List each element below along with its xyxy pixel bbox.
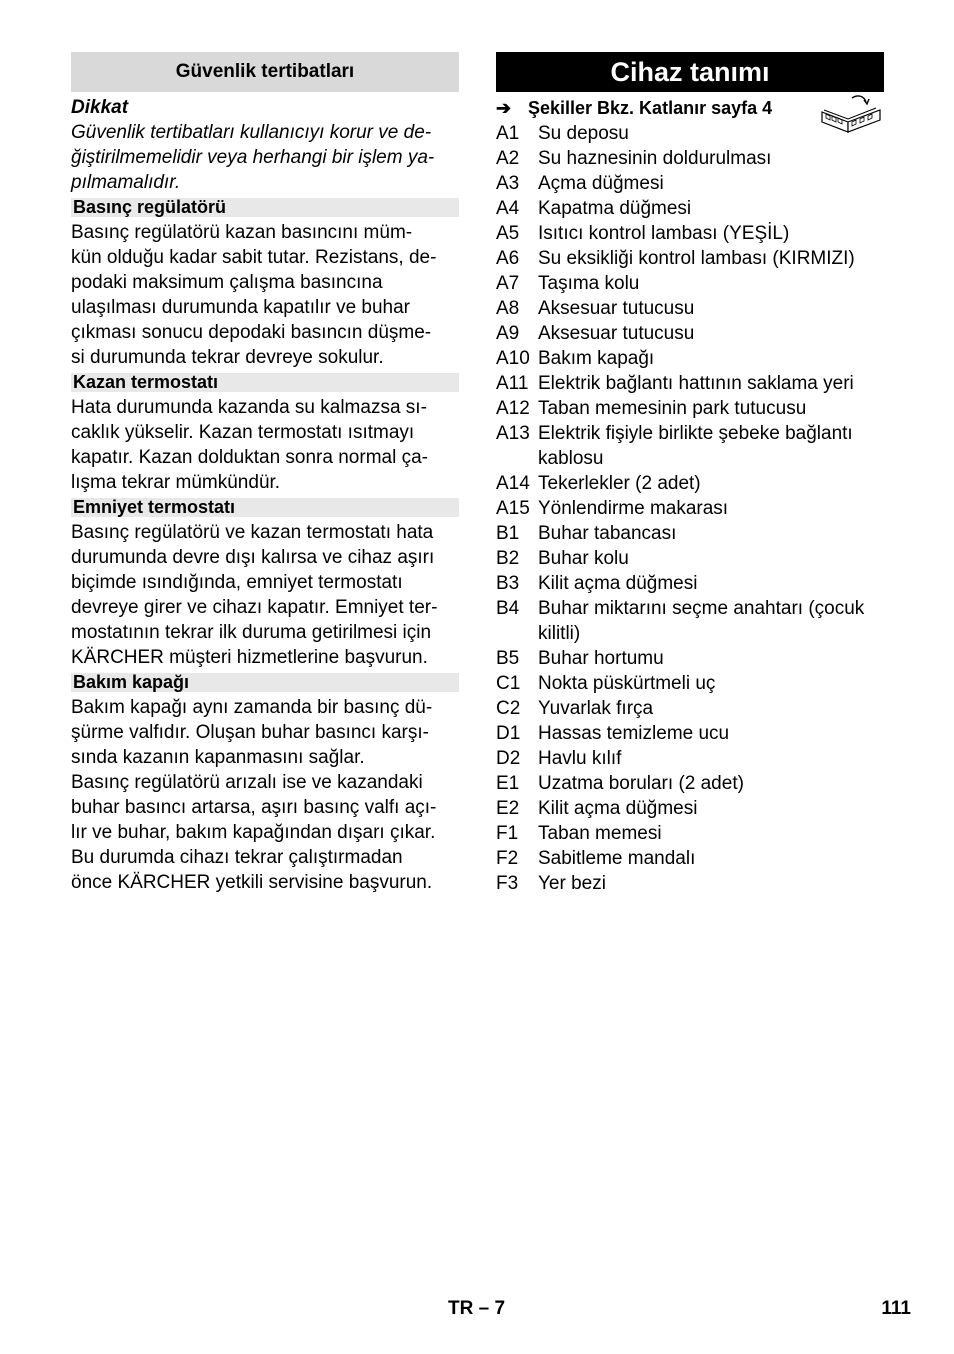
part-code: A15 <box>496 498 530 519</box>
part-description <box>538 721 884 746</box>
caution-text <box>71 120 459 195</box>
caution-line: pılmamalıdır. <box>71 172 181 193</box>
part-code: A2 <box>496 148 520 169</box>
body-line: si durumunda tekrar devreye sokulur. <box>71 347 384 368</box>
part-description <box>538 146 884 171</box>
part-item <box>496 271 884 296</box>
part-code: B4 <box>496 598 520 619</box>
part-item <box>496 171 884 196</box>
section-title: Kazan termostatı <box>71 373 459 392</box>
part-description-line: Kilit açma düğmesi <box>538 573 698 594</box>
part-description-line: Açma düğmesi <box>538 173 664 194</box>
part-description <box>538 871 884 896</box>
body-line: ulaşılması durumunda kapatılır ve buhar <box>71 297 411 318</box>
part-description-line: Aksesuar tutucusu <box>538 298 695 319</box>
part-description <box>538 596 884 646</box>
part-item <box>496 296 884 321</box>
part-description <box>538 496 884 521</box>
body-line: Basınç regülatörü kazan basıncını müm- <box>71 222 413 243</box>
part-description <box>538 646 884 671</box>
part-description <box>538 521 884 546</box>
part-item <box>496 771 884 796</box>
part-description <box>538 196 884 221</box>
part-item <box>496 721 884 746</box>
part-code: A13 <box>496 423 530 444</box>
figure-reference-text: Şekiller Bkz. Katlanır sayfa 4 <box>528 98 773 118</box>
part-description-line: kilitli) <box>538 623 581 644</box>
part-code: A7 <box>496 273 520 294</box>
part-description-line: Su haznesinin doldurulması <box>538 148 772 169</box>
part-code: A10 <box>496 348 530 369</box>
part-description-line: Yer bezi <box>538 873 606 894</box>
parts-list <box>496 121 884 896</box>
part-description-line: Buhar kolu <box>538 548 629 569</box>
part-code: F2 <box>496 848 519 869</box>
part-description <box>538 846 884 871</box>
part-description-line: Kilit açma düğmesi <box>538 798 698 819</box>
device-description-heading: Cihaz tanımı <box>496 52 884 92</box>
body-line: lır ve buhar, bakım kapağından dışarı çıkar. <box>71 822 436 843</box>
part-code: A1 <box>496 123 520 144</box>
part-description-line: Isıtıcı kontrol lambası (YEŞİL) <box>538 223 790 244</box>
part-description <box>538 546 884 571</box>
part-code: C1 <box>496 673 521 694</box>
section-body <box>71 520 459 670</box>
part-description-line: Aksesuar tutucusu <box>538 323 695 344</box>
part-description-line: Taban memesinin park tutucusu <box>538 398 807 419</box>
foldout-book-icon <box>818 92 884 134</box>
part-description-line: Taşıma kolu <box>538 273 640 294</box>
part-code: A9 <box>496 323 520 344</box>
part-code: A14 <box>496 473 530 494</box>
part-code: A4 <box>496 198 520 219</box>
part-description-line: Kapatma düğmesi <box>538 198 692 219</box>
body-line: kapatır. Kazan dolduktan sonra normal ça- <box>71 447 428 468</box>
figure-reference <box>496 96 884 121</box>
part-code: A6 <box>496 248 520 269</box>
body-line: çıkması sonucu depodaki basıncın düşme- <box>71 322 432 343</box>
part-description-line: Yönlendirme makarası <box>538 498 729 519</box>
body-line: lışma tekrar mümkündür. <box>71 472 281 493</box>
part-description <box>538 296 884 321</box>
part-item <box>496 321 884 346</box>
part-code: F3 <box>496 873 519 894</box>
part-item <box>496 696 884 721</box>
part-description-line: Tekerlekler (2 adet) <box>538 473 701 494</box>
part-code: B2 <box>496 548 520 569</box>
part-description <box>538 471 884 496</box>
part-item <box>496 396 884 421</box>
caution-title: Dikkat <box>71 97 129 118</box>
part-code: B3 <box>496 573 520 594</box>
body-line: podaki maksimum çalışma basıncına <box>71 272 383 293</box>
body-line: devreye girer ve cihazı kapatır. Emniyet ter- <box>71 597 438 618</box>
part-item <box>496 671 884 696</box>
part-description-line: Buhar hortumu <box>538 648 664 669</box>
body-line: biçimde ısındığında, emniyet termostatı <box>71 572 403 593</box>
part-description <box>538 396 884 421</box>
body-line: caklık yükselir. Kazan termostatı ısıtmayı <box>71 422 415 443</box>
part-item <box>496 646 884 671</box>
part-code: B5 <box>496 648 520 669</box>
arrow-right-icon: ➔ <box>496 98 512 118</box>
section-body <box>71 695 459 895</box>
part-description-line: Buhar tabancası <box>538 523 677 544</box>
section-title: Basınç regülatörü <box>71 198 459 217</box>
body-line: Basınç regülatörü arızalı ise ve kazandaki <box>71 772 423 793</box>
part-description-line: Su deposu <box>538 123 629 144</box>
part-description-line: Yuvarlak fırça <box>538 698 654 719</box>
body-line: Hata durumunda kazanda su kalmazsa sı- <box>71 397 427 418</box>
part-code: B1 <box>496 523 520 544</box>
part-item <box>496 746 884 771</box>
part-description-line: Sabitleme mandalı <box>538 848 696 869</box>
part-code: E2 <box>496 798 520 819</box>
part-description-line: kablosu <box>538 448 604 469</box>
part-code: D1 <box>496 723 521 744</box>
safety-sections <box>71 198 459 895</box>
section-title: Emniyet termostatı <box>71 498 459 517</box>
part-description-line: Elektrik bağlantı hattının saklama yeri <box>538 373 854 394</box>
part-description <box>538 321 884 346</box>
part-description <box>538 696 884 721</box>
part-code: A8 <box>496 298 520 319</box>
part-description-line: Taban memesi <box>538 823 662 844</box>
body-line: durumunda devre dışı kalırsa ve cihaz aşırı <box>71 547 435 568</box>
part-description <box>538 171 884 196</box>
caution-line: Güvenlik tertibatları kullanıcıyı korur ve de- <box>71 122 432 143</box>
part-description-line: Elektrik fişiyle birlikte şebeke bağlantı <box>538 423 853 444</box>
body-line: Bakım kapağı aynı zamanda bir basınç dü- <box>71 697 433 718</box>
section-body <box>71 220 459 370</box>
part-description <box>538 671 884 696</box>
part-item <box>496 821 884 846</box>
body-line: kün olduğu kadar sabit tutar. Rezistans, de- <box>71 247 437 268</box>
body-line: önce KÄRCHER yetkili servisine başvurun. <box>71 872 433 893</box>
part-item <box>496 871 884 896</box>
safety-devices-heading: Güvenlik tertibatları <box>71 52 459 92</box>
part-code: C2 <box>496 698 521 719</box>
part-description-line: Uzatma boruları (2 adet) <box>538 773 744 794</box>
part-description <box>538 346 884 371</box>
part-description <box>538 821 884 846</box>
part-code: E1 <box>496 773 520 794</box>
left-column <box>71 52 459 895</box>
part-item <box>496 546 884 571</box>
part-description-line: Hassas temizleme ucu <box>538 723 730 744</box>
body-line: Basınç regülatörü ve kazan termostatı hata <box>71 522 434 543</box>
part-description-line: Bakım kapağı <box>538 348 655 369</box>
part-item <box>496 221 884 246</box>
part-description <box>538 371 884 396</box>
part-item <box>496 471 884 496</box>
part-item <box>496 196 884 221</box>
part-description-line: Havlu kılıf <box>538 748 622 769</box>
part-code: F1 <box>496 823 519 844</box>
part-item <box>496 571 884 596</box>
footer-language-page: TR – 7 <box>448 1298 506 1319</box>
part-description-line: Buhar miktarını seçme anahtarı (çocuk <box>538 598 865 619</box>
part-description <box>538 746 884 771</box>
body-line: sında kazanın kapanmasını sağlar. <box>71 747 365 768</box>
part-item <box>496 371 884 396</box>
part-item <box>496 796 884 821</box>
part-item <box>496 246 884 271</box>
part-code: A11 <box>496 373 529 394</box>
part-item <box>496 146 884 171</box>
body-line: KÄRCHER müşteri hizmetlerine başvurun. <box>71 647 428 668</box>
part-description <box>538 421 884 471</box>
part-item <box>496 346 884 371</box>
part-item <box>496 421 884 471</box>
part-description <box>538 221 884 246</box>
part-description-line: Nokta püskürtmeli uç <box>538 673 716 694</box>
part-description-line: Su eksikliği kontrol lambası (KIRMIZI) <box>538 248 855 269</box>
right-column <box>496 52 884 896</box>
body-line: mostatının tekrar ilk duruma getirilmesi için <box>71 622 432 643</box>
part-description <box>538 571 884 596</box>
part-description <box>538 771 884 796</box>
body-line: buhar basıncı artarsa, aşırı basınç valfı açı- <box>71 797 437 818</box>
part-description <box>538 271 884 296</box>
part-code: A5 <box>496 223 520 244</box>
body-line: şürme valfıdır. Oluşan buhar basıncı karşı- <box>71 722 429 743</box>
part-item <box>496 846 884 871</box>
part-item <box>496 496 884 521</box>
part-description <box>538 246 884 271</box>
part-description <box>538 796 884 821</box>
part-code: A3 <box>496 173 520 194</box>
section-title: Bakım kapağı <box>71 673 459 692</box>
page-number: 111 <box>881 1298 911 1319</box>
part-item <box>496 521 884 546</box>
part-code: A12 <box>496 398 530 419</box>
section-body <box>71 395 459 495</box>
body-line: Bu durumda cihazı tekrar çalıştırmadan <box>71 847 403 868</box>
part-code: D2 <box>496 748 521 769</box>
caution-line: ğiştirilmemelidir veya herhangi bir işlem ya- <box>71 147 435 168</box>
part-item <box>496 596 884 646</box>
